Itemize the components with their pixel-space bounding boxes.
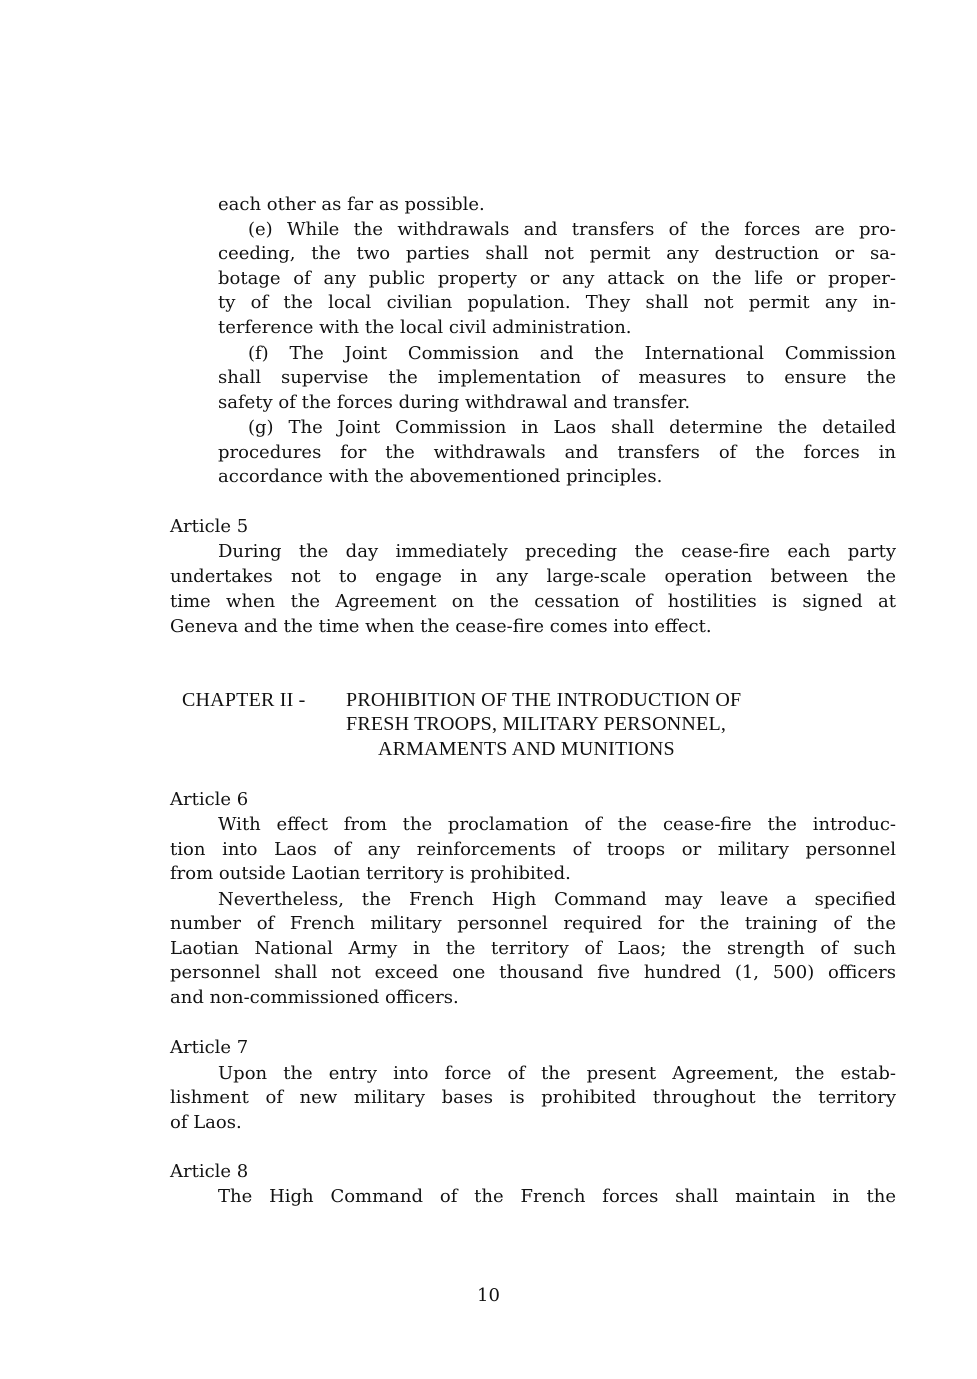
page-number: 10 [477,1285,500,1306]
article-5-line: During the day immediately preceding the cease-fire each party [218,541,896,562]
paragraph-d-end: each other as far as possible. [218,194,485,215]
article-title: Article 7 [170,1037,249,1058]
paragraph-g-line: procedures for the withdrawals and transfers of the forces in [218,442,896,463]
article-5-line: time when the Agreement on the cessation of hostilities is signed at [170,591,896,612]
article-title: Article 6 [170,789,249,810]
paragraph-f-line: (f) The Joint Commission and the International Commission [248,343,896,364]
article-6-line: Laotian National Army in the territory of Laos; the strength of such [170,938,896,959]
article-6-line: from outside Laotian territory is prohibited. [170,863,571,884]
paragraph-e-line: (e) While the withdrawals and transfers of the forces are pro- [248,219,896,240]
article-title: Article 8 [170,1161,249,1182]
article-8-line: The High Command of the French forces shall maintain in the [218,1186,896,1207]
article-7-line: lishment of new military bases is prohibited throughout the territory [170,1087,896,1108]
article-5-line: undertakes not to engage in any large-scale operation between the [170,566,896,587]
article-7-line: of Laos. [170,1112,242,1133]
paragraph-e-line: terference with the local civil administration. [218,317,632,338]
chapter-title-line: ARMAMENTS AND MUNITIONS [378,738,675,760]
paragraph-e-line: ty of the local civilian population. They shall not permit any in- [218,292,896,313]
paragraph-f-line: shall supervise the implementation of measures to ensure the [218,367,896,388]
article-6-line: personnel shall not exceed one thousand five hundred (1, 500) officers [170,962,896,983]
article-6-line: and non-commissioned officers. [170,987,459,1008]
article-6-line: number of French military personnel required for the training of the [170,913,896,934]
article-6-line: Nevertheless, the French High Command may leave a specified [218,889,896,910]
paragraph-e-line: ceeding, the two parties shall not permit any destruction or sa- [218,243,896,264]
paragraph-g-line: (g) The Joint Commission in Laos shall determine the detailed [248,417,896,438]
article-5-line: Geneva and the time when the cease-fire comes into effect. [170,616,712,637]
chapter-label: CHAPTER II - [182,689,306,711]
article-6-line: With effect from the proclamation of the cease-fire the introduc- [218,814,896,835]
article-title: Article 5 [170,516,249,537]
article-7-line: Upon the entry into force of the present Agreement, the estab- [218,1063,896,1084]
article-6-line: tion into Laos of any reinforcements of troops or military personnel [170,839,896,860]
paragraph-e-line: botage of any public property or any attack on the life or proper- [218,268,896,289]
chapter-title-line: FRESH TROOPS, MILITARY PERSONNEL, [346,713,727,735]
paragraph-f-line: safety of the forces during withdrawal and transfer. [218,392,691,413]
paragraph-g-line: accordance with the abovementioned principles. [218,466,663,487]
chapter-title-line: PROHIBITION OF THE INTRODUCTION OF [346,689,742,711]
